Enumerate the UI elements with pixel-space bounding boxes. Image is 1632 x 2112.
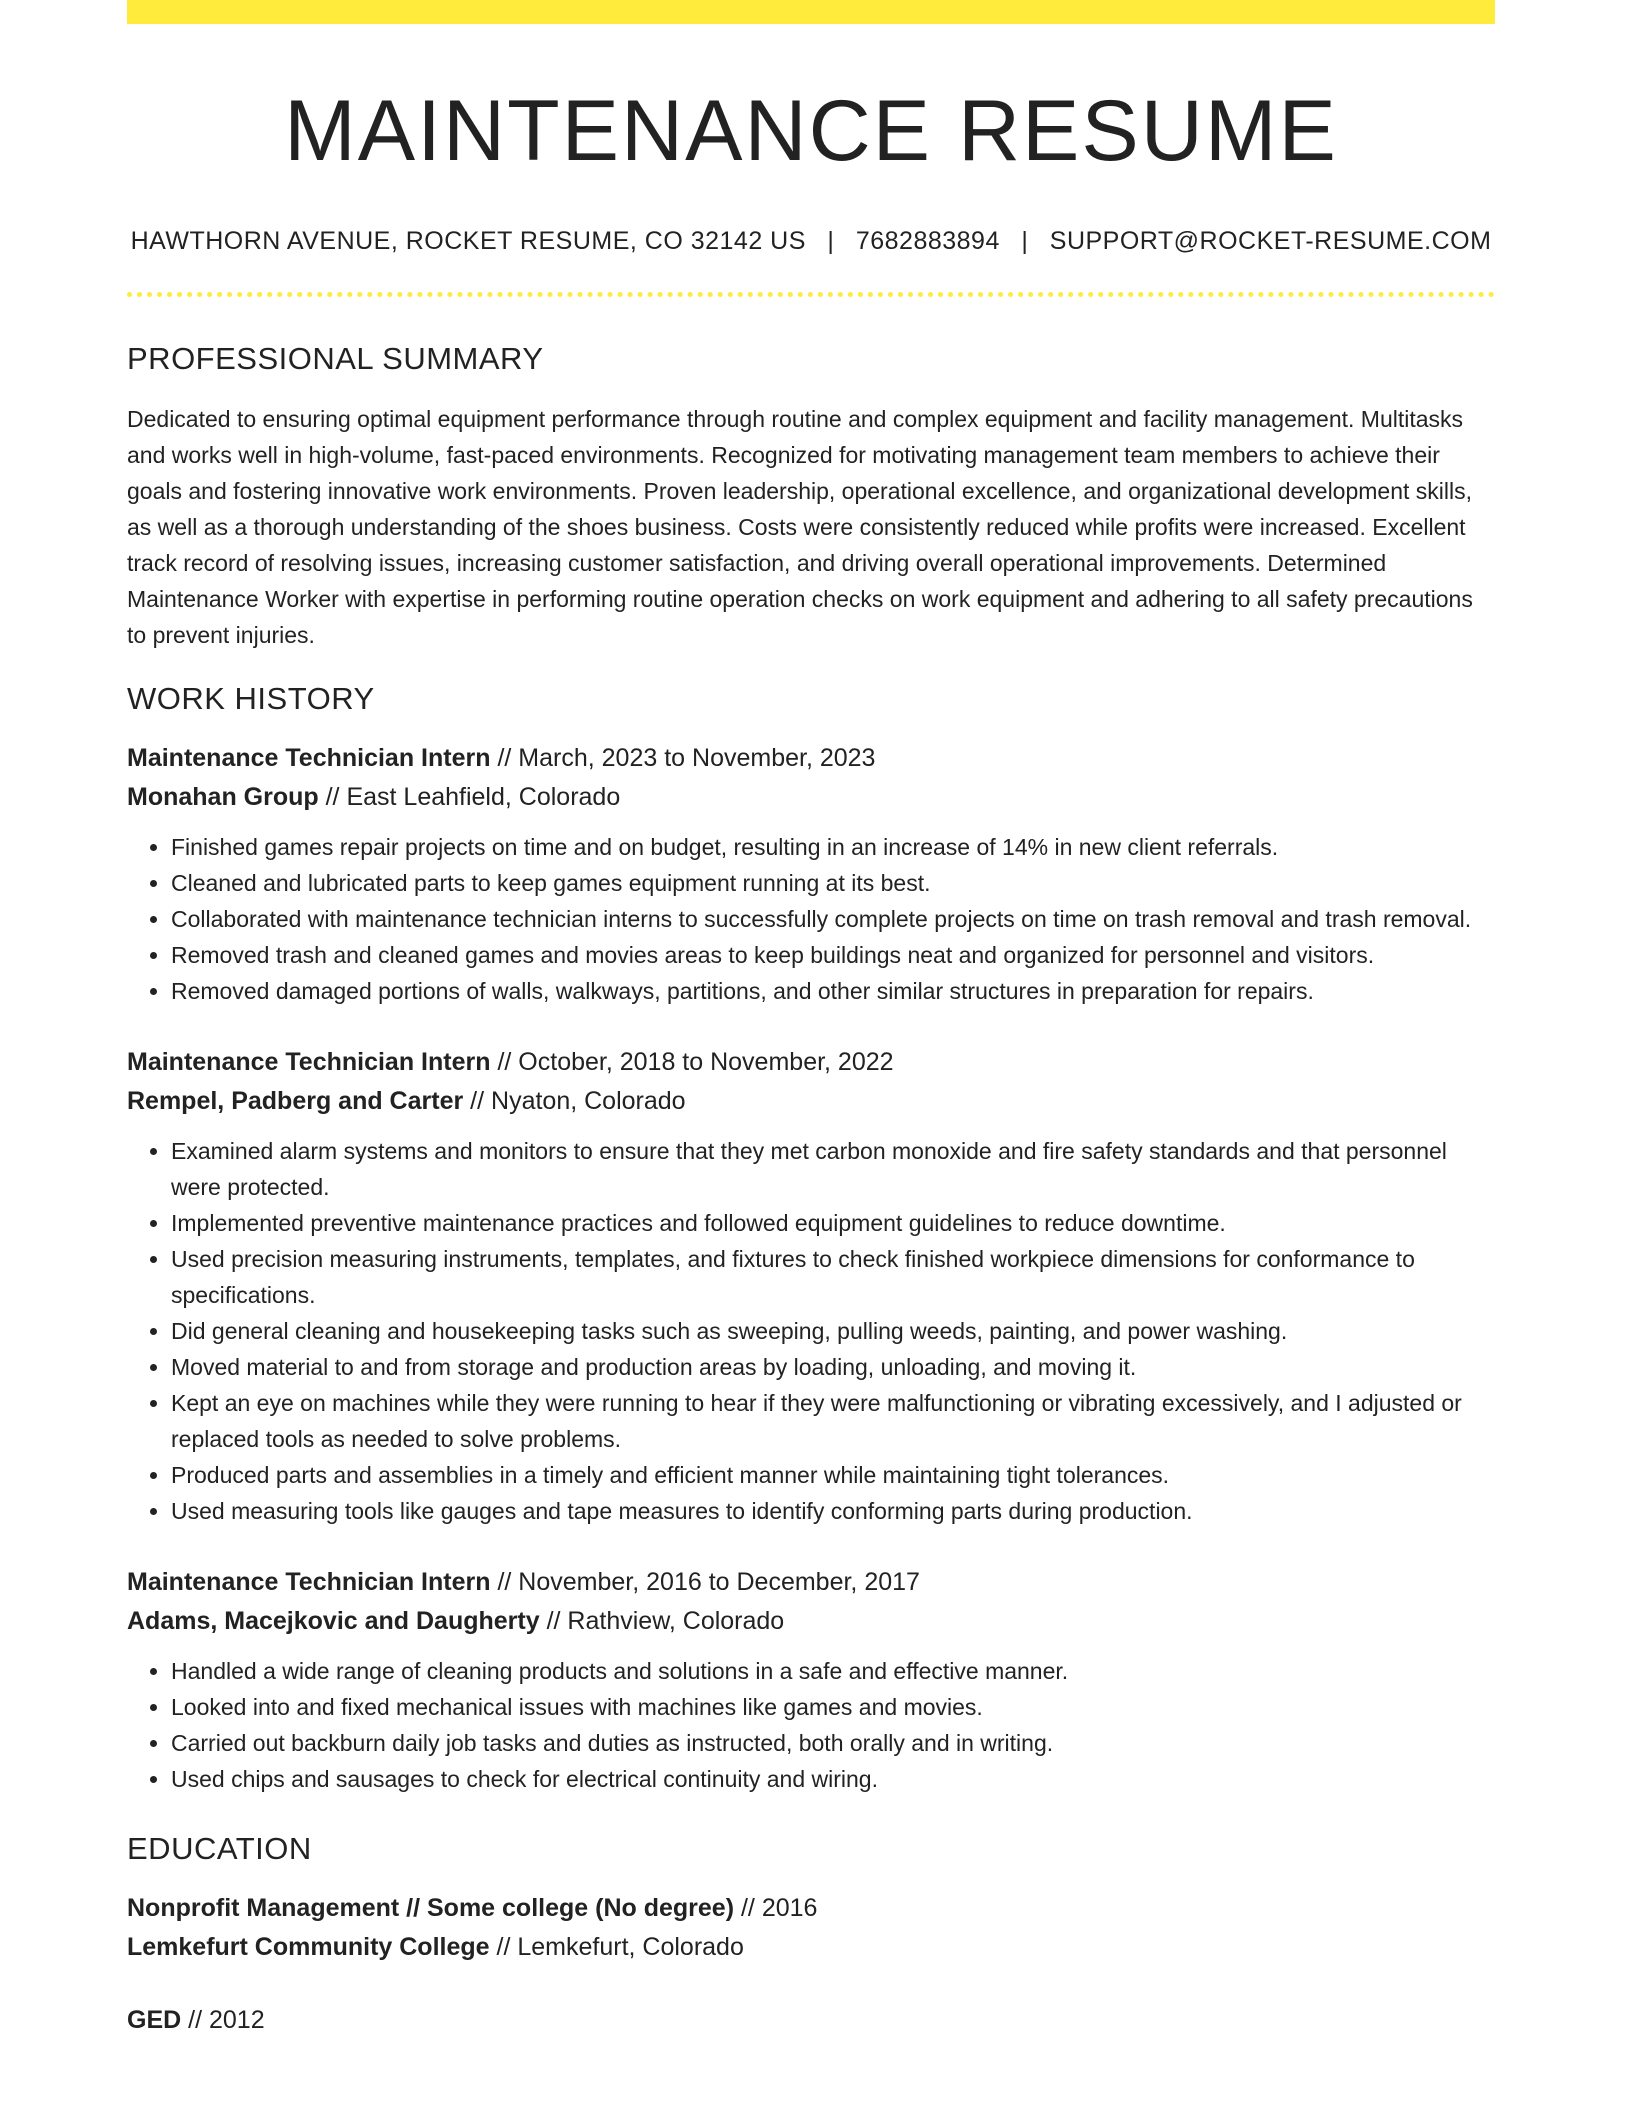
education-list xyxy=(127,1889,1495,2040)
education-school-line xyxy=(127,1928,1495,1967)
email: SUPPORT@ROCKET-RESUME.COM xyxy=(1049,226,1492,255)
job-bullet: • Did general cleaning and housekeeping tasks such as sweeping, pulling weeds, painting, and power washing. xyxy=(171,1313,1495,1349)
job-location: // Rathview, Colorado xyxy=(546,1606,785,1635)
job-bullet: • Produced parts and assemblies in a timely and efficient manner while maintaining tight tolerances. xyxy=(171,1457,1495,1493)
section-title-summary: PROFESSIONAL SUMMARY xyxy=(127,340,544,376)
education-degree-line xyxy=(127,1889,1495,1928)
job-dates: // October, 2018 to November, 2022 xyxy=(497,1047,894,1076)
job-company: Monahan Group xyxy=(127,782,319,811)
job-company: Adams, Macejkovic and Daugherty xyxy=(127,1606,540,1635)
job-company-line xyxy=(127,1602,1495,1641)
education-degree-line xyxy=(127,2001,1495,2040)
education-entry xyxy=(127,2001,1495,2040)
job-title-line xyxy=(127,1563,1495,1602)
job-bullet: • Used chips and sausages to check for electrical continuity and wiring. xyxy=(171,1761,1495,1797)
job-title-line xyxy=(127,1043,1495,1082)
section-title-education: EDUCATION xyxy=(127,1830,312,1866)
contact-separator: | xyxy=(827,226,835,255)
job-bullet: • Moved material to and from storage and production areas by loading, unloading, and moving it. xyxy=(171,1349,1495,1385)
job-bullet: • Collaborated with maintenance technician interns to successfully complete projects on time on trash removal and trash removal. xyxy=(171,901,1495,937)
job-bullet: • Finished games repair projects on time and on budget, resulting in an increase of 14% in new client referrals. xyxy=(171,829,1495,865)
contact-separator: | xyxy=(1021,226,1029,255)
job-location: // Nyaton, Colorado xyxy=(470,1086,686,1115)
education-school: Lemkefurt Community College xyxy=(127,1932,490,1961)
job-role: Maintenance Technician Intern xyxy=(127,1567,491,1596)
job-entry xyxy=(127,1563,1495,1797)
job-company: Rempel, Padberg and Carter xyxy=(127,1086,464,1115)
dotted-divider xyxy=(127,292,1495,297)
address: HAWTHORN AVENUE, ROCKET RESUME, CO 32142 US xyxy=(130,226,806,255)
summary-text: Dedicated to ensuring optimal equipment performance through routine and complex equipment and facility management. Multitasks and works well in high-volume, fast-paced environments. Recognized for motivating management team members to achieve their goals and fostering innovative work environments. Proven leadership, operational excellence, and organizational development skills, as well as a thorough understanding of the shoes business. Costs were consistently reduced while profits were increased. Excellent track record of resolving issues, increasing customer satisfaction, and driving overall operational improvements. Determined Maintenance Worker with expertise in performing routine operation checks on work equipment and adhering to all safety precautions to prevent injuries. xyxy=(127,405,1473,648)
education-year: // 2012 xyxy=(188,2005,265,2034)
job-bullet: • Examined alarm systems and monitors to ensure that they met carbon monoxide and fire safety standards and that personnel were protected. xyxy=(171,1133,1495,1205)
job-role: Maintenance Technician Intern xyxy=(127,743,491,772)
job-bullet: • Handled a wide range of cleaning products and solutions in a safe and effective manner. xyxy=(171,1653,1495,1689)
job-entry xyxy=(127,739,1495,1009)
job-role: Maintenance Technician Intern xyxy=(127,1047,491,1076)
job-company-line xyxy=(127,778,1495,817)
job-bullet: • Implemented preventive maintenance practices and followed equipment guidelines to reduce downtime. xyxy=(171,1205,1495,1241)
job-dates: // November, 2016 to December, 2017 xyxy=(497,1567,920,1596)
education-degree: Nonprofit Management // Some college (No degree) xyxy=(127,1893,735,1922)
education-entry xyxy=(127,1889,1495,1967)
job-bullet: • Used precision measuring instruments, templates, and fixtures to check finished workpiece dimensions for conformance to specifications. xyxy=(171,1241,1495,1313)
job-bullet: • Removed trash and cleaned games and movies areas to keep buildings neat and organized for personnel and visitors. xyxy=(171,937,1495,973)
job-bullet-list xyxy=(127,829,1495,1009)
top-accent-bar xyxy=(127,0,1495,24)
job-bullet-list xyxy=(127,1133,1495,1529)
job-bullet: • Cleaned and lubricated parts to keep games equipment running at its best. xyxy=(171,865,1495,901)
education-year: // 2016 xyxy=(740,1893,818,1922)
section-title-work-history: WORK HISTORY xyxy=(127,680,375,716)
job-bullet: • Looked into and fixed mechanical issues with machines like games and movies. xyxy=(171,1689,1495,1725)
job-entry xyxy=(127,1043,1495,1529)
job-dates: // March, 2023 to November, 2023 xyxy=(497,743,876,772)
job-title-line xyxy=(127,739,1495,778)
phone: 7682883894 xyxy=(855,226,1000,255)
education-degree: GED xyxy=(127,2005,182,2034)
job-bullet: • Removed damaged portions of walls, walkways, partitions, and other similar structures in preparation for repairs. xyxy=(171,973,1495,1009)
contact-line xyxy=(127,227,1495,256)
job-bullet-list xyxy=(127,1653,1495,1797)
work-history-list xyxy=(127,739,1495,1797)
resume-title: MAINTENANCE RESUME xyxy=(284,83,1338,179)
resume-page xyxy=(127,0,1495,2040)
job-location: // East Leahfield, Colorado xyxy=(325,782,621,811)
job-bullet: • Used measuring tools like gauges and tape measures to identify conforming parts during production. xyxy=(171,1493,1495,1529)
job-bullet: • Carried out backburn daily job tasks and duties as instructed, both orally and in writing. xyxy=(171,1725,1495,1761)
job-bullet: • Kept an eye on machines while they were running to hear if they were malfunctioning or vibrating excessively, and I adjusted or replaced tools as needed to solve problems. xyxy=(171,1385,1495,1457)
education-location: // Lemkefurt, Colorado xyxy=(496,1932,744,1961)
job-company-line xyxy=(127,1082,1495,1121)
